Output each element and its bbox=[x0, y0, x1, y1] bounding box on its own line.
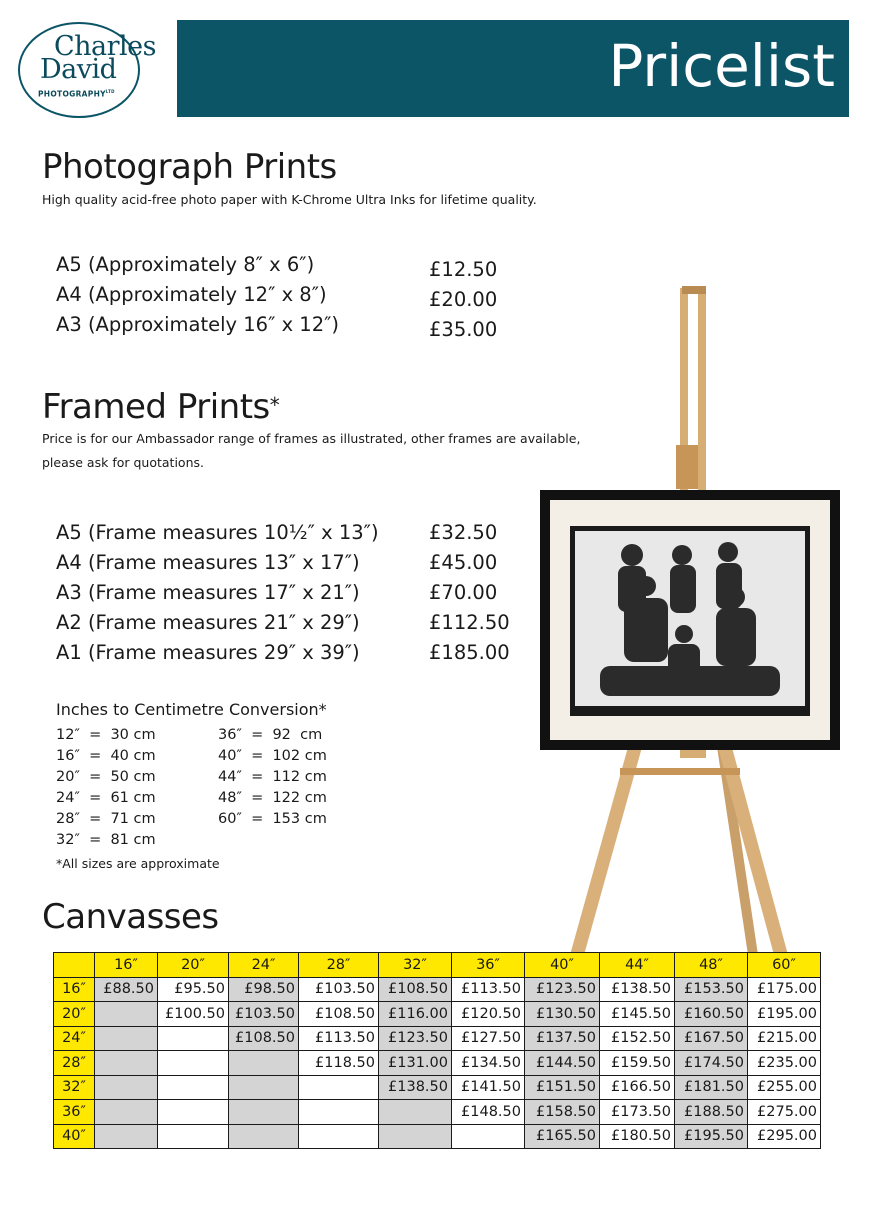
logo-photography-word: PHOTOGRAPHY bbox=[38, 89, 106, 99]
section-title-canvasses: Canvasses bbox=[42, 897, 219, 937]
frame-price: £32.50 bbox=[429, 521, 498, 544]
frame-size-label: A5 (Frame measures 10½″ x 13″) bbox=[56, 521, 379, 544]
section-subtitle-framed-prints: Price is for our Ambassador range of frames as illustrated, other frames are available, bbox=[42, 431, 581, 446]
price-cell: £95.50 bbox=[158, 977, 229, 1002]
easel-frame-illustration bbox=[520, 280, 850, 960]
canvas-price-table bbox=[53, 952, 821, 1149]
header-bar bbox=[177, 20, 849, 117]
price-cell: £166.50 bbox=[600, 1075, 675, 1100]
price-cell: £152.50 bbox=[600, 1026, 675, 1051]
section-subtitle-framed-prints-2: please ask for quotations. bbox=[42, 455, 204, 470]
row-header: 36″ bbox=[54, 1100, 95, 1125]
photograph-prints-list bbox=[56, 250, 339, 340]
price-cell: £148.50 bbox=[452, 1100, 525, 1125]
column-header: 48″ bbox=[675, 953, 748, 978]
price-cell: £175.00 bbox=[748, 977, 821, 1002]
column-header: 28″ bbox=[299, 953, 379, 978]
easel-clamp bbox=[676, 445, 698, 489]
framed-prints-prices bbox=[429, 518, 510, 668]
price-cell bbox=[158, 1026, 229, 1051]
table-header-row bbox=[54, 953, 821, 978]
easel-top-cap bbox=[682, 286, 706, 294]
print-size-label: A5 (Approximately 8″ x 6″) bbox=[56, 253, 315, 276]
price-cell: £275.00 bbox=[748, 1100, 821, 1125]
price-cell: £108.50 bbox=[299, 1002, 379, 1027]
price-cell: £127.50 bbox=[452, 1026, 525, 1051]
column-header: 60″ bbox=[748, 953, 821, 978]
column-header: 32″ bbox=[379, 953, 452, 978]
price-cell: £108.50 bbox=[229, 1026, 299, 1051]
row-header: 40″ bbox=[54, 1124, 95, 1149]
page-title: Pricelist bbox=[608, 32, 835, 100]
person-head bbox=[636, 576, 656, 596]
price-cell: £158.50 bbox=[525, 1100, 600, 1125]
price-cell: £103.50 bbox=[229, 1002, 299, 1027]
conversion-entry: 40″ = 102 cm bbox=[218, 748, 327, 764]
print-size-label: A3 (Approximately 16″ x 12″) bbox=[56, 313, 340, 336]
price-cell: £151.50 bbox=[525, 1075, 600, 1100]
price-cell: £181.50 bbox=[675, 1075, 748, 1100]
framed-prints-title-text: Framed Prints bbox=[42, 387, 270, 427]
price-cell: £144.50 bbox=[525, 1051, 600, 1076]
price-cell: £131.00 bbox=[379, 1051, 452, 1076]
photograph-prints-prices bbox=[429, 255, 497, 345]
print-price: £20.00 bbox=[429, 288, 498, 311]
price-cell: £138.50 bbox=[379, 1075, 452, 1100]
table-corner-cell bbox=[54, 953, 95, 978]
print-size-label: A4 (Approximately 12″ x 8″) bbox=[56, 283, 327, 306]
price-cell: £167.50 bbox=[675, 1026, 748, 1051]
conversion-title: Inches to Centimetre Conversion* bbox=[56, 700, 327, 719]
column-header: 36″ bbox=[452, 953, 525, 978]
price-cell: £130.50 bbox=[525, 1002, 600, 1027]
price-cell: £141.50 bbox=[452, 1075, 525, 1100]
price-cell bbox=[158, 1051, 229, 1076]
conversion-entry: 24″ = 61 cm bbox=[56, 790, 156, 806]
price-cell: £159.50 bbox=[600, 1051, 675, 1076]
frame-size-label: A1 (Frame measures 29″ x 39″) bbox=[56, 641, 360, 664]
price-cell: £173.50 bbox=[600, 1100, 675, 1125]
company-logo bbox=[18, 22, 168, 114]
section-title-photograph-prints: Photograph Prints bbox=[42, 147, 337, 187]
person-head bbox=[621, 544, 643, 566]
price-cell: £123.50 bbox=[525, 977, 600, 1002]
price-cell bbox=[158, 1124, 229, 1149]
person-head bbox=[675, 625, 693, 643]
row-header: 16″ bbox=[54, 977, 95, 1002]
price-cell: £235.00 bbox=[748, 1051, 821, 1076]
column-header: 40″ bbox=[525, 953, 600, 978]
conversion-entry: 12″ = 30 cm bbox=[56, 727, 156, 743]
conversion-column-1 bbox=[56, 725, 156, 851]
print-price: £35.00 bbox=[429, 318, 498, 341]
table-row bbox=[54, 1075, 821, 1100]
price-cell: £180.50 bbox=[600, 1124, 675, 1149]
price-cell bbox=[229, 1124, 299, 1149]
price-cell bbox=[95, 1002, 158, 1027]
price-cell: £145.50 bbox=[600, 1002, 675, 1027]
frame-price: £45.00 bbox=[429, 551, 498, 574]
person-body bbox=[624, 598, 668, 662]
print-price: £12.50 bbox=[429, 258, 498, 281]
price-cell: £255.00 bbox=[748, 1075, 821, 1100]
column-header: 20″ bbox=[158, 953, 229, 978]
frame-size-label: A2 (Frame measures 21″ x 29″) bbox=[56, 611, 360, 634]
price-cell: £295.00 bbox=[748, 1124, 821, 1149]
price-cell: £160.50 bbox=[675, 1002, 748, 1027]
person-head bbox=[725, 587, 745, 607]
price-cell: £137.50 bbox=[525, 1026, 600, 1051]
price-cell: £165.50 bbox=[525, 1124, 600, 1149]
price-cell bbox=[158, 1100, 229, 1125]
conversion-entry: 48″ = 122 cm bbox=[218, 790, 327, 806]
price-cell bbox=[299, 1075, 379, 1100]
price-cell: £103.50 bbox=[299, 977, 379, 1002]
framed-prints-asterisk: * bbox=[269, 393, 280, 417]
section-title-framed-prints bbox=[42, 387, 279, 427]
conversion-entry: 16″ = 40 cm bbox=[56, 748, 156, 764]
price-cell: £195.50 bbox=[675, 1124, 748, 1149]
person-body bbox=[716, 608, 756, 666]
price-cell bbox=[95, 1100, 158, 1125]
price-cell bbox=[229, 1100, 299, 1125]
price-cell: £88.50 bbox=[95, 977, 158, 1002]
price-cell: £98.50 bbox=[229, 977, 299, 1002]
frame-price: £112.50 bbox=[429, 611, 510, 634]
price-cell: £174.50 bbox=[675, 1051, 748, 1076]
price-cell: £138.50 bbox=[600, 977, 675, 1002]
price-cell: £118.50 bbox=[299, 1051, 379, 1076]
column-header: 44″ bbox=[600, 953, 675, 978]
table-row bbox=[54, 1124, 821, 1149]
logo-ltd: LTD bbox=[105, 89, 115, 94]
table-row bbox=[54, 1026, 821, 1051]
logo-text-charles: Charles bbox=[54, 31, 157, 62]
frame-size-label: A3 (Frame measures 17″ x 21″) bbox=[56, 581, 360, 604]
price-cell bbox=[299, 1124, 379, 1149]
price-cell: £113.50 bbox=[452, 977, 525, 1002]
conversion-entry: 28″ = 71 cm bbox=[56, 811, 156, 827]
frame-price: £185.00 bbox=[429, 641, 510, 664]
logo-text-david: David bbox=[40, 54, 117, 85]
price-cell bbox=[379, 1124, 452, 1149]
frame-price: £70.00 bbox=[429, 581, 498, 604]
price-cell bbox=[95, 1124, 158, 1149]
person-head bbox=[672, 545, 692, 565]
table-row bbox=[54, 977, 821, 1002]
price-cell: £123.50 bbox=[379, 1026, 452, 1051]
person-body bbox=[670, 565, 696, 613]
price-cell: £116.00 bbox=[379, 1002, 452, 1027]
price-cell: £195.00 bbox=[748, 1002, 821, 1027]
row-header: 32″ bbox=[54, 1075, 95, 1100]
conversion-entry: 60″ = 153 cm bbox=[218, 811, 327, 827]
frame-size-label: A4 (Frame measures 13″ x 17″) bbox=[56, 551, 360, 574]
price-cell: £120.50 bbox=[452, 1002, 525, 1027]
person-head bbox=[718, 542, 738, 562]
price-cell: £215.00 bbox=[748, 1026, 821, 1051]
price-cell bbox=[95, 1075, 158, 1100]
conversion-entry: 32″ = 81 cm bbox=[56, 832, 156, 848]
people-floor bbox=[600, 666, 780, 696]
conversion-entry: 36″ = 92 cm bbox=[218, 727, 323, 743]
price-cell bbox=[379, 1100, 452, 1125]
price-cell bbox=[158, 1075, 229, 1100]
price-cell bbox=[95, 1026, 158, 1051]
price-cell: £108.50 bbox=[379, 977, 452, 1002]
table-row bbox=[54, 1002, 821, 1027]
table-row bbox=[54, 1100, 821, 1125]
column-header: 16″ bbox=[95, 953, 158, 978]
row-header: 24″ bbox=[54, 1026, 95, 1051]
price-cell: £134.50 bbox=[452, 1051, 525, 1076]
logo-text-photography bbox=[38, 89, 115, 99]
price-cell: £188.50 bbox=[675, 1100, 748, 1125]
price-cell: £113.50 bbox=[299, 1026, 379, 1051]
column-header: 24″ bbox=[229, 953, 299, 978]
price-cell bbox=[229, 1051, 299, 1076]
conversion-entry: 44″ = 112 cm bbox=[218, 769, 327, 785]
row-header: 20″ bbox=[54, 1002, 95, 1027]
table-row bbox=[54, 1051, 821, 1076]
row-header: 28″ bbox=[54, 1051, 95, 1076]
price-cell: £100.50 bbox=[158, 1002, 229, 1027]
framed-prints-list bbox=[56, 518, 379, 668]
price-cell bbox=[229, 1075, 299, 1100]
conversion-entry: 20″ = 50 cm bbox=[56, 769, 156, 785]
approximate-note: *All sizes are approximate bbox=[56, 856, 220, 871]
easel-cross-bar bbox=[620, 768, 740, 775]
price-cell bbox=[452, 1124, 525, 1149]
price-cell bbox=[95, 1051, 158, 1076]
section-subtitle-photograph-prints: High quality acid-free photo paper with K-Chrome Ultra Inks for lifetime quality. bbox=[42, 192, 537, 207]
conversion-column-2 bbox=[218, 725, 327, 830]
price-cell: £153.50 bbox=[675, 977, 748, 1002]
price-cell bbox=[299, 1100, 379, 1125]
